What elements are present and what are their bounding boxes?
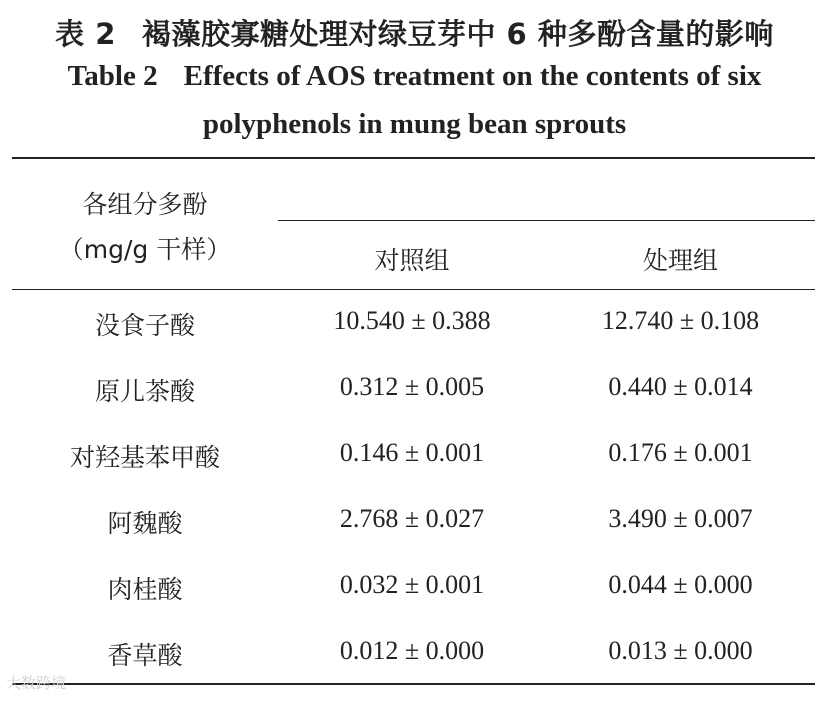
watermark-text: 大数跨境 xyxy=(6,674,67,692)
table-header-rule xyxy=(12,289,815,290)
row-treatment-value: 0.013 ± 0.000 xyxy=(608,636,753,665)
header-row-label-line2: （mg/g 干样） xyxy=(58,235,232,264)
row-control-value: 0.012 ± 0.000 xyxy=(339,636,485,665)
row-name: 阿魏酸 xyxy=(107,509,183,538)
row-control-value: 0.312 ± 0.005 xyxy=(339,372,485,401)
row-name: 没食子酸 xyxy=(94,311,195,340)
row-treatment-value: 12.740 ± 0.108 xyxy=(601,306,760,335)
row-control-value: 2.768 ± 0.027 xyxy=(339,504,485,533)
row-name: 肉桂酸 xyxy=(107,575,183,604)
row-control-value: 0.032 ± 0.001 xyxy=(339,570,485,599)
row-control-value: 10.540 ± 0.388 xyxy=(333,306,491,335)
table-top-rule xyxy=(12,157,815,159)
table-label-chinese: 表 2 xyxy=(55,17,116,51)
row-treatment-value: 0.176 ± 0.001 xyxy=(608,438,753,467)
header-col-treatment: 处理组 xyxy=(642,246,718,275)
row-name: 对羟基苯甲酸 xyxy=(69,443,220,472)
header-row-label-line1: 各组分多酚 xyxy=(82,190,208,219)
table-bottom-rule xyxy=(12,683,815,685)
table-header-group-rule xyxy=(278,220,815,221)
table-title-chinese: 褐藻胶寡糖处理对绿豆芽中 6 种多酚含量的影响 xyxy=(141,17,774,51)
row-name: 香草酸 xyxy=(107,641,183,670)
row-treatment-value: 0.044 ± 0.000 xyxy=(608,570,753,599)
table-title-english-line1: Effects of AOS treatment on the contents of six xyxy=(183,60,762,92)
row-name: 原儿茶酸 xyxy=(94,377,195,406)
table-title-english-line2: polyphenols in mung bean sprouts xyxy=(202,108,627,140)
row-treatment-value: 3.490 ± 0.007 xyxy=(608,504,753,533)
table-caption-chinese xyxy=(0,12,829,53)
table-label-english: Table 2 xyxy=(67,60,158,92)
table-caption-english xyxy=(0,60,829,93)
row-control-value: 0.146 ± 0.001 xyxy=(339,438,485,467)
row-treatment-value: 0.440 ± 0.014 xyxy=(608,372,753,401)
header-col-control: 对照组 xyxy=(374,246,450,275)
